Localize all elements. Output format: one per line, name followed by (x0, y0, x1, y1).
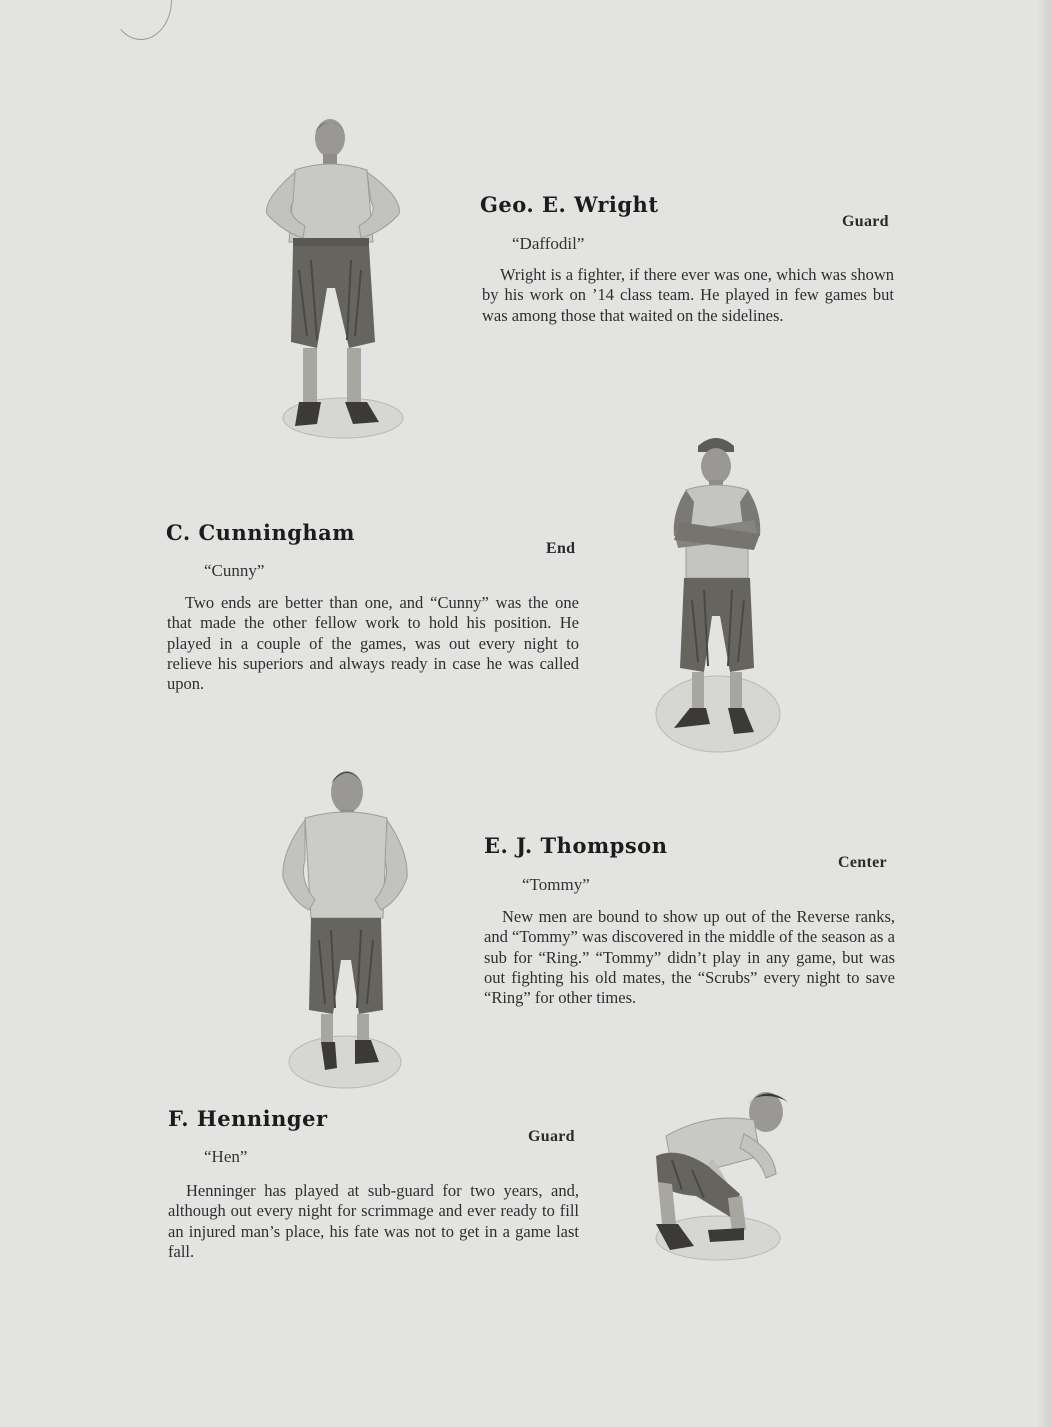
player-name: E. J. Thompson (484, 833, 668, 858)
player-nickname: “Daffodil” (512, 234, 585, 253)
player-photo-thompson (275, 760, 415, 1090)
player-bio: Two ends are better than one, and “Cunny” was the one that made the other fellow work to hold his position. He played in a couple of the games, was out every night to relieve his superiors and always ready in case he was called upon. (167, 593, 579, 694)
player-photo-wright (255, 110, 415, 440)
player-position: Guard (842, 213, 889, 230)
player-name: C. Cunningham (166, 520, 356, 545)
player-position: Guard (528, 1128, 575, 1145)
player-bio: Wright is a fighter, if there ever was one, which was shown by his work on ’14 class team. He played in few games but was among those that waited on the sidelines. (482, 265, 894, 325)
player-name: F. Henninger (168, 1106, 328, 1131)
player-photo-cunningham (650, 432, 785, 757)
corner-pencil-mark (110, 0, 172, 40)
player-position: End (546, 540, 576, 557)
player-nickname: “Cunny” (204, 561, 265, 580)
player-photo-henninger (648, 1086, 793, 1266)
player-name: Geo. E. Wright (480, 192, 659, 217)
player-bio: New men are bound to show up out of the Reverse ranks, and “Tommy” was discovered in the middle of the season as a sub for “Ring.” “Tommy” didn’t play in any game, but was out fighting his old mates, the “Scrubs” every night to save “Ring” for other times. (484, 907, 895, 1008)
player-position: Center (838, 854, 887, 871)
player-nickname: “Hen” (204, 1147, 248, 1166)
player-bio: Henninger has played at sub-guard for two years, and, although out every night for scrimmage and ever ready to fill an injured man’s place, his fate was not to get in a game last fall. (168, 1181, 579, 1261)
page-edge-shadow (1037, 0, 1051, 1427)
player-nickname: “Tommy” (522, 875, 590, 894)
